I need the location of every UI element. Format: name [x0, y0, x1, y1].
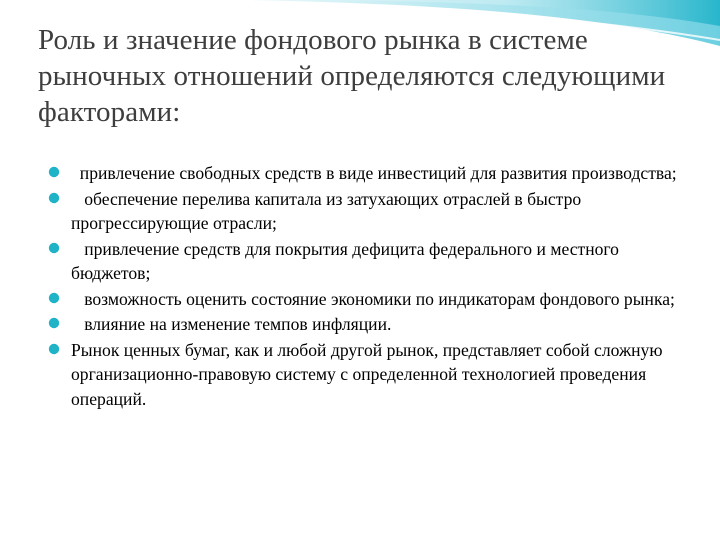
circle-bullet-icon — [48, 343, 60, 355]
bullet-text: влияние на изменение темпов инфляции. — [71, 314, 392, 334]
slide-title: Роль и значение фондового рынка в системе рыночных отношений определяются следующими факторами: — [38, 24, 666, 128]
bullet-item — [48, 312, 680, 337]
bullet-text: обеспечение перелива капитала из затухающих отраслей в быстро прогрессирующие отрасли; — [71, 188, 586, 233]
bullet-text: возможность оценить состояние экономики по индикаторам фондового рынка; — [71, 288, 675, 309]
circle-bullet-icon — [48, 192, 60, 204]
circle-bullet-icon — [48, 242, 60, 254]
bullet-item — [48, 187, 680, 236]
bullet-item — [48, 237, 680, 286]
bullet-text: привлечение свободных средств в виде инвестиций для развития производства; — [71, 163, 677, 183]
bullet-item — [48, 287, 680, 312]
circle-bullet-icon — [48, 292, 60, 304]
bullet-item — [48, 338, 680, 412]
bullet-list — [48, 161, 680, 412]
circle-bullet-icon — [48, 317, 60, 329]
circle-bullet-icon — [48, 166, 60, 178]
bullet-text: привлечение средств для покрытия дефицита федерального и местного бюджетов; — [71, 238, 624, 283]
bullet-text: Рынок ценных бумаг, как и любой другой рынок, представляет собой сложную организационно-правовую систему с определенной технологией проведения операций. — [71, 339, 667, 409]
bullet-item — [48, 161, 680, 186]
